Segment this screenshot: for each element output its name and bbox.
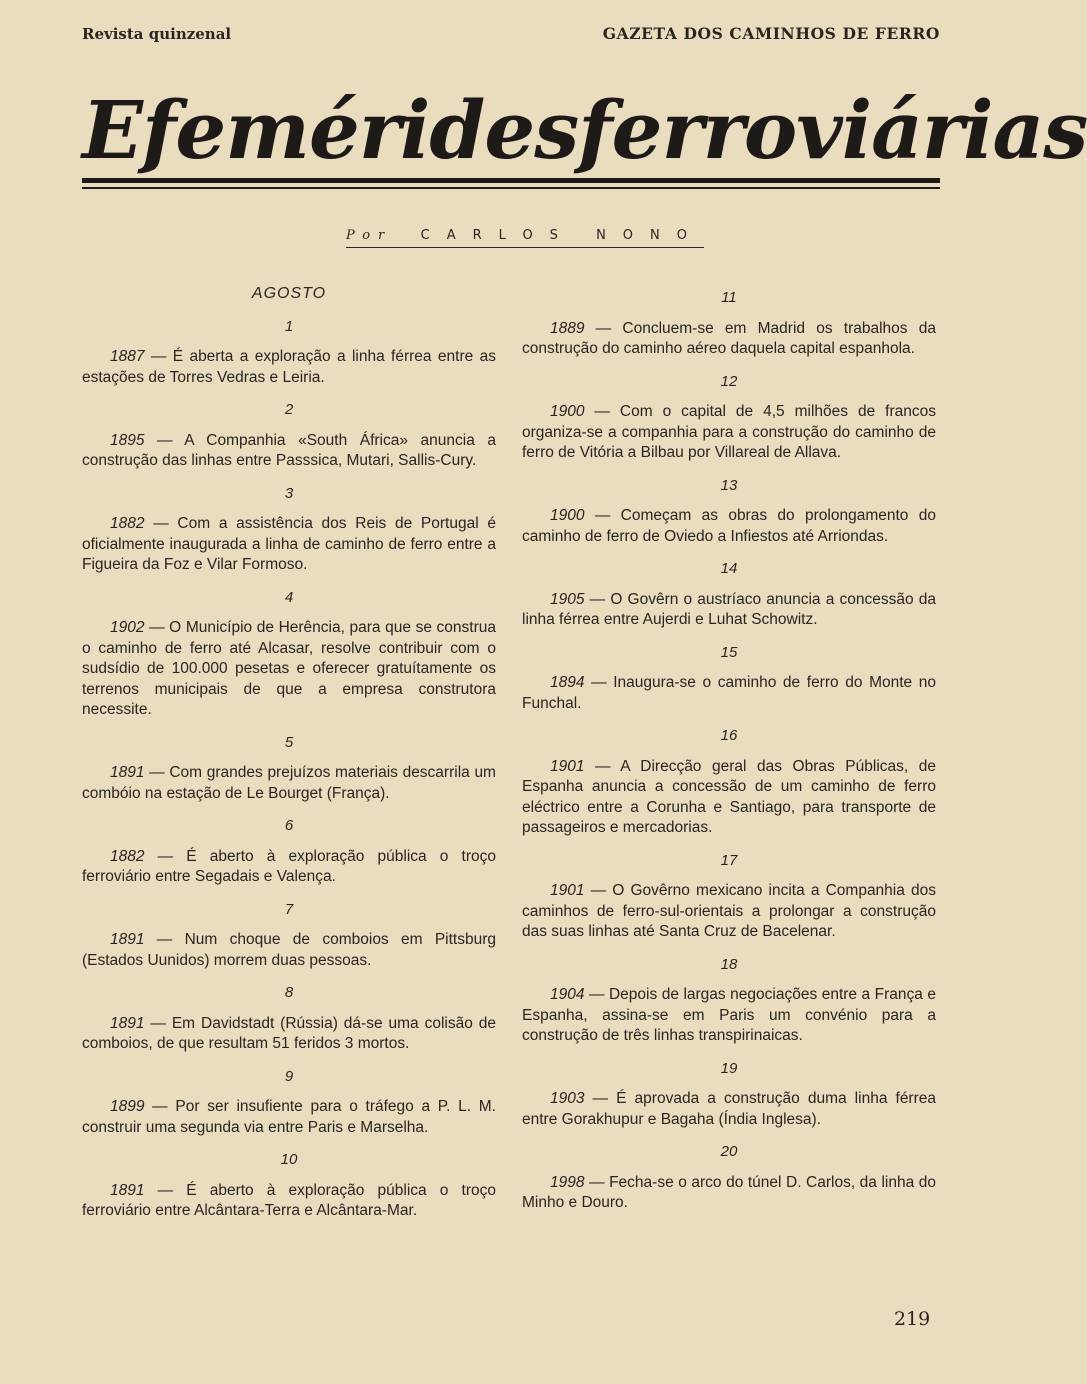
entry-dash: — <box>144 931 185 948</box>
entry-dash: — <box>144 1181 187 1199</box>
entry-year: 1882 <box>110 515 145 532</box>
entry-year: 1894 <box>550 674 585 691</box>
day-number: 6 <box>284 817 294 834</box>
ephemeris-entry <box>82 431 496 472</box>
entry-year: 1887 <box>110 348 145 365</box>
day-number: 4 <box>284 588 294 606</box>
left-column <box>82 284 496 1234</box>
entry-dash: — <box>584 507 621 524</box>
entry-text: É aberto à exploração pública o troço ferroviário entre Alcântara-Terra e Alcântara-Mar. <box>82 1181 496 1219</box>
entry-dash: — <box>584 882 613 899</box>
entry-year: 1904 <box>550 986 585 1003</box>
entry-text: Em Davidstadt (Rússia) dá-se uma colisão de comboios, de que resultam 51 feridos 3 mortos. <box>82 1014 496 1052</box>
day-number: 10 <box>280 1151 298 1168</box>
day-number: 9 <box>284 1067 294 1085</box>
entry-text: Fecha-se o arco do túnel D. Carlos, da linha do Minho e Douro. <box>522 1173 936 1211</box>
entry-dash: — <box>144 348 173 365</box>
entry-dash: — <box>584 319 623 337</box>
day-number: 18 <box>720 955 738 973</box>
ephemeris-entry <box>522 402 936 464</box>
entry-dash: — <box>144 764 170 781</box>
ephemeris-entry <box>522 506 936 547</box>
day-number: 16 <box>720 727 738 744</box>
entry-dash: — <box>144 619 170 636</box>
byline <box>346 228 704 248</box>
entry-year: 1891 <box>110 764 145 781</box>
ephemeris-entry <box>82 847 496 888</box>
entry-year: 1891 <box>110 931 145 948</box>
entry-year: 1889 <box>550 319 585 337</box>
entry-year: 1901 <box>550 882 585 899</box>
entry-dash: — <box>144 431 185 449</box>
header-left: Revista quinzenal <box>82 25 232 43</box>
ephemeris-entry <box>522 1089 936 1130</box>
entry-dash: — <box>144 847 187 865</box>
ephemeris-entry <box>522 881 936 943</box>
entry-text: O Govêrn o austríaco anuncia a concessão da linha férrea entre Aujerdi e Luhat Schowitz. <box>522 590 936 628</box>
ephemeris-entry <box>82 514 496 576</box>
entry-text: É aberta a exploração a linha férrea entre as estações de Torres Vedras e Leiria. <box>82 348 496 386</box>
ephemeris-entry <box>522 757 936 839</box>
entry-text: O Município de Herência, para que se construa o caminho de ferro até Alcasar, resolve contribuir com o sudsídio de 100.000 pesetas e oferecer gratuítamente os terrenos municipais de que a empresa construtora necessite. <box>82 619 496 718</box>
day-number: 12 <box>720 372 738 390</box>
day-number: 7 <box>284 900 294 918</box>
day-number: 13 <box>720 476 738 494</box>
day-number: 11 <box>721 289 737 306</box>
entry-year: 1900 <box>550 507 585 524</box>
entry-year: 1895 <box>110 431 145 449</box>
entry-text: Num choque de comboios em Pittsburg (Estados Uunidos) morrem duas pessoas. <box>82 931 496 969</box>
month-heading: AGOSTO <box>251 285 327 302</box>
entry-text: O Govêrno mexicano incita a Companhia dos caminhos de ferro-sul-orientais a prolongar a construção das suas linhas até Santa Cruz de Bacelenar. <box>522 882 936 940</box>
entry-year: 1882 <box>110 847 145 865</box>
ephemeris-entry <box>82 618 496 721</box>
page-number: 219 <box>894 1308 931 1330</box>
entry-text: A Direcção geral das Obras Públicas, de Espanha anuncia a concessão de um caminho de ferro eléctrico entre a Corunha e Santiago, para transporte de passageiros e mercadorias. <box>522 757 936 836</box>
ephemeris-entry <box>82 347 496 388</box>
entry-year: 1891 <box>110 1181 145 1199</box>
entry-year: 1891 <box>110 1014 145 1032</box>
entry-dash: — <box>144 1098 176 1115</box>
ephemeris-entry <box>522 1173 936 1214</box>
day-number: 8 <box>284 984 294 1001</box>
header-right: GAZETA DOS CAMINHOS DE FERRO <box>602 24 940 43</box>
title-rule-thick <box>82 178 940 183</box>
title-rule-thin <box>82 187 940 189</box>
ephemeris-entry <box>522 319 936 360</box>
day-number: 20 <box>720 1143 738 1160</box>
entry-text: Depois de largas negociações entre a França e Espanha, assina-se em Paris um convénio para a construção de três linhas transpirinaicas. <box>522 986 936 1044</box>
entry-text: Com grandes prejuízos materiais descarrila um combóio na estação de Le Bourget (França). <box>82 764 496 802</box>
day-number: 3 <box>284 484 294 502</box>
article-title <box>82 80 1087 180</box>
ephemeris-entry <box>522 590 936 631</box>
entry-dash: — <box>584 1090 617 1107</box>
entry-year: 1902 <box>110 619 145 636</box>
running-head <box>82 24 940 43</box>
ephemeris-entry <box>522 673 936 714</box>
entry-dash: — <box>584 757 621 775</box>
entry-text: A Companhia «South África» anuncia a construção das linhas entre Passsica, Mutari, Sallis-Cury. <box>82 431 496 469</box>
entry-year: 1905 <box>550 590 585 608</box>
entry-year: 1998 <box>550 1173 585 1191</box>
entry-dash: — <box>144 515 178 532</box>
byline-author: CARLOS NONO <box>420 228 704 243</box>
ephemeris-entry <box>82 763 496 804</box>
entry-dash: — <box>584 986 609 1003</box>
ephemeris-entry <box>522 985 936 1047</box>
ephemeris-entry <box>82 1014 496 1055</box>
entry-text: Com a assistência dos Reis de Portugal é oficialmente inaugurada a linha de caminho de ferro entre a Figueira da Foz e Vilar Formoso. <box>82 515 496 573</box>
entry-year: 1900 <box>550 403 585 420</box>
entry-dash: — <box>584 403 620 420</box>
entry-text: Inaugura-se o caminho de ferro do Monte no Funchal. <box>522 674 936 712</box>
byline-prefix: Por <box>346 228 393 243</box>
ephemeris-entry <box>82 1097 496 1138</box>
entry-text: É aprovada a construção duma linha férrea entre Gorakhupur e Bagaha (Índia Inglesa). <box>522 1090 936 1128</box>
day-number: 15 <box>720 643 738 661</box>
entry-text: Concluem-se em Madrid os trabalhos da construção do caminho aéreo daquela capital espanhola. <box>522 319 936 357</box>
entry-text: Com o capital de 4,5 milhões de francos organiza-se a companhia para a construção do caminho de ferro de Vitória a Bilbau por Villareal de Allava. <box>522 403 936 461</box>
day-number: 1 <box>284 317 294 335</box>
title-word-1: Efemérides <box>82 83 579 177</box>
entry-year: 1901 <box>550 757 585 775</box>
day-number: 19 <box>720 1059 738 1077</box>
entry-dash: — <box>584 1173 610 1191</box>
entry-year: 1903 <box>550 1090 585 1107</box>
entry-dash: — <box>584 590 611 608</box>
ephemeris-entry <box>82 1181 496 1222</box>
right-column <box>522 284 936 1226</box>
entry-text: É aberto à exploração pública o troço ferroviário entre Segadais e Valença. <box>82 847 496 885</box>
day-number: 5 <box>284 733 294 751</box>
entry-text: Por ser insufiente para o tráfego a P. L. M. construir uma segunda via entre Paris e Marselha. <box>82 1098 496 1136</box>
entry-year: 1899 <box>110 1098 145 1115</box>
entry-text: Começam as obras do prolongamento do caminho de ferro de Oviedo a Infiestos até Arriondas. <box>522 507 936 545</box>
entry-dash: — <box>144 1014 172 1032</box>
day-number: 14 <box>720 560 738 577</box>
entry-dash: — <box>584 674 614 691</box>
title-word-2: ferroviárias <box>578 83 1087 177</box>
day-number: 2 <box>284 401 294 418</box>
ephemeris-entry <box>82 930 496 971</box>
day-number: 17 <box>720 851 738 869</box>
